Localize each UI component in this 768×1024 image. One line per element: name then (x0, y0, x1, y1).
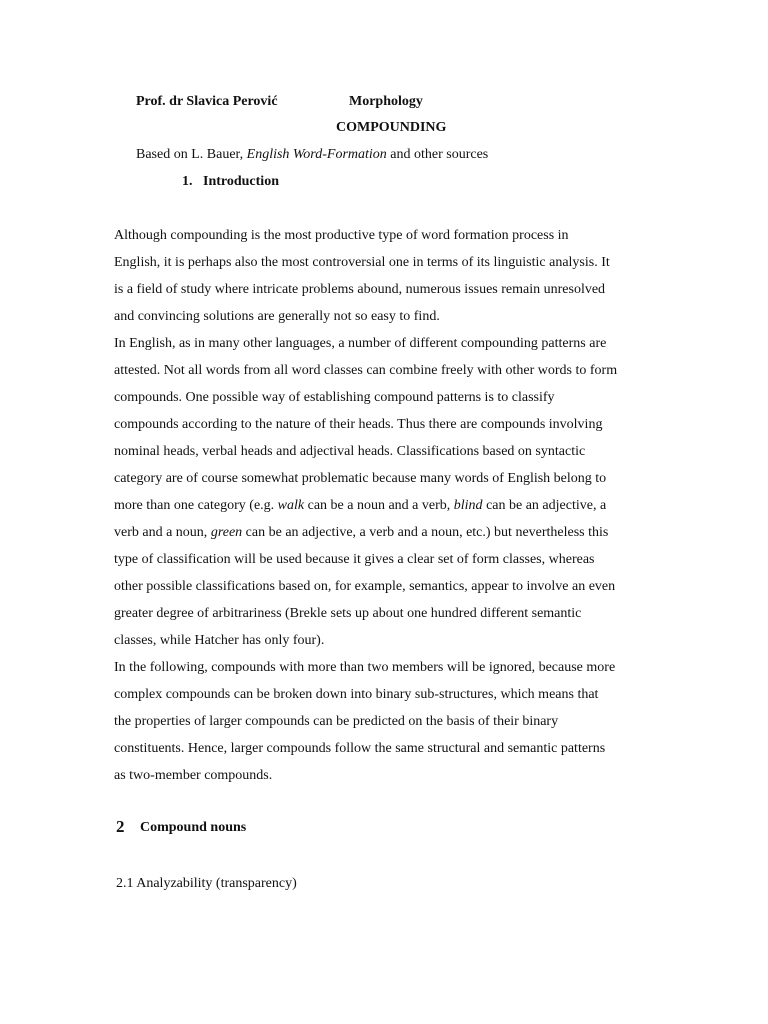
text-fragment: verb and a noun, (114, 525, 211, 540)
paragraph-line: and convincing solutions are generally not so easy to find. (114, 309, 440, 324)
citation-prefix: Based on L. Bauer, (136, 147, 247, 162)
paragraph-line: attested. Not all words from all word classes can combine freely with other words to form (114, 363, 618, 378)
paragraph-line: greater degree of arbitrariness (Brekle sets up about one hundred different semantic (114, 606, 582, 621)
paragraph-line: In English, as in many other languages, a number of different compounding patterns are (114, 336, 607, 351)
paragraph-line (114, 495, 674, 522)
paragraph-line: constituents. Hence, larger compounds follow the same structural and semantic patterns (114, 741, 606, 756)
paragraph-line: the properties of larger compounds can be predicted on the basis of their binary (114, 714, 559, 729)
paragraph-line: English, it is perhaps also the most controversial one in terms of its linguistic analysis. It (114, 255, 610, 270)
example-word-green: green (210, 525, 243, 540)
paragraph-line: compounds. One possible way of establishing compound patterns is to classify (114, 390, 555, 405)
paragraph-line: category are of course somewhat problematic because many words of English belong to (114, 471, 607, 486)
citation-book-title: English Word-Formation (246, 147, 387, 162)
section-number: 2 (116, 817, 125, 836)
source-citation (136, 147, 488, 163)
paragraph-line: nominal heads, verbal heads and adjectival heads. Classifications based on syntactic (114, 444, 586, 459)
citation-suffix: and other sources (386, 147, 489, 162)
example-word-walk: walk (277, 498, 305, 513)
paragraph-line: is a field of study where intricate problems abound, numerous issues remain unresolved (114, 282, 606, 297)
author-name: Prof. dr Slavica Perović (136, 94, 278, 109)
paragraph-line: In the following, compounds with more than two members will be ignored, because more (114, 660, 616, 675)
paragraph-line: compounds according to the nature of their heads. Thus there are compounds involving (114, 417, 603, 432)
paragraph-line: classes, while Hatcher has only four). (114, 633, 325, 648)
section-heading-compound-nouns: Compound nouns (140, 820, 247, 835)
paragraph-line: Although compounding is the most productive type of word formation process in (114, 228, 569, 243)
section-heading-introduction: 1. Introduction (182, 174, 279, 189)
course-subject: Morphology (349, 94, 423, 109)
text-fragment: can be an adjective, a (482, 498, 607, 513)
body-text (114, 225, 674, 792)
paragraph-line: as two-member compounds. (114, 768, 273, 783)
example-word-blind: blind (453, 498, 483, 513)
text-fragment: can be an adjective, a verb and a noun, etc.) but nevertheless this (242, 525, 609, 540)
text-fragment: more than one category (e.g. (114, 498, 278, 513)
paragraph-line: type of classification will be used because it gives a clear set of form classes, whereas (114, 552, 595, 567)
paragraph-line: complex compounds can be broken down into binary sub-structures, which means that (114, 687, 599, 702)
paragraph-line (114, 522, 674, 549)
subsection-heading: 2.1 Analyzability (transparency) (116, 876, 297, 891)
paragraph-line: other possible classifications based on, for example, semantics, appear to involve an even (114, 579, 616, 594)
text-fragment: can be a noun and a verb, (304, 498, 454, 513)
document-title: COMPOUNDING (336, 120, 447, 135)
